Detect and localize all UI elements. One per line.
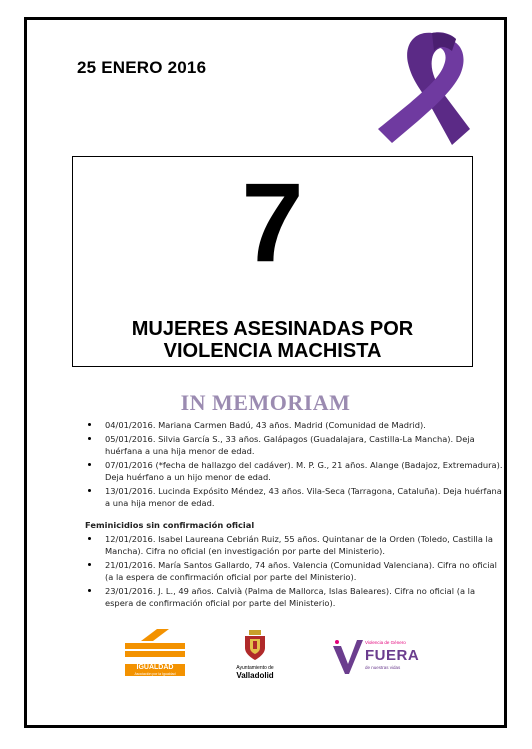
list-item: 05/01/2016. Silvia García S., 33 años. Galápagos (Guadalajara, Castilla-La Mancha). Deja huérfana a una hija menor de edad. bbox=[85, 433, 505, 457]
in-memoriam-title: IN MEMORIAM bbox=[180, 390, 351, 415]
caption-line-1: MUJERES ASESINADAS POR bbox=[131, 318, 414, 340]
fuera-main-text: FUERA bbox=[365, 647, 420, 664]
unconfirmed-list bbox=[85, 533, 505, 611]
valladolid-line2: Valladolid bbox=[236, 671, 274, 680]
igualdad-logo bbox=[125, 629, 185, 676]
list-item: 12/01/2016. Isabel Laureana Cebrián Ruiz, 55 años. Quintanar de la Orden (Toledo, Castilla la Mancha). Cifra no oficial (en investigación por parte del Ministerio). bbox=[85, 533, 505, 557]
list-item: 04/01/2016. Mariana Carmen Badú, 43 años. Madrid (Comunidad de Madrid). bbox=[85, 419, 505, 431]
igualdad-name: IGUALDAD bbox=[125, 664, 185, 672]
list-item: 21/01/2016. María Santos Gallardo, 74 años. Valencia (Comunidad Valenciana). Cifra no oficial (a la espera de confirmación oficial por parte del Ministerio). bbox=[85, 559, 505, 583]
fuera-bottom-text: de nuestras vidas bbox=[365, 665, 401, 670]
fuera-logo bbox=[333, 638, 443, 678]
list-item: 13/01/2016. Lucinda Expósito Méndez, 43 años. Vila-Seca (Tarragona, Cataluña). Deja huérfana a una hija menor de edad. bbox=[85, 485, 505, 509]
igualdad-mark-icon bbox=[125, 629, 185, 659]
coat-of-arms-icon bbox=[243, 630, 267, 660]
victim-count-caption bbox=[73, 318, 472, 362]
unconfirmed-heading: Feminicidios sin confirmación oficial bbox=[85, 520, 255, 530]
fuera-v-mark-icon bbox=[333, 640, 363, 674]
fuera-top-text: Violencia de Género bbox=[365, 640, 406, 645]
caption-line-2: VIOLENCIA MACHISTA bbox=[163, 340, 382, 362]
purple-ribbon-icon bbox=[370, 25, 480, 151]
victim-count: 7 bbox=[241, 160, 304, 285]
list-item: 23/01/2016. J. L., 49 años. Calvià (Palma de Mallorca, Islas Baleares). Cifra no oficial (a la espera de confirmación oficial por parte del Ministerio). bbox=[85, 585, 505, 609]
victim-counter-box bbox=[72, 156, 473, 367]
list-item: 07/01/2016 (*fecha de hallazgo del cadáver). M. P. G., 21 años. Alange (Badajoz, Extremadura). Deja huérfano a un hijo menor de edad. bbox=[85, 459, 505, 483]
valladolid-logo bbox=[227, 630, 283, 682]
poster-frame bbox=[24, 17, 507, 728]
victims-list bbox=[85, 419, 505, 511]
valladolid-line1: Ayuntamiento de bbox=[236, 665, 274, 671]
igualdad-tagline: Asociación por la Igualdad bbox=[125, 672, 185, 676]
date-heading: 25 ENERO 2016 bbox=[77, 58, 207, 77]
